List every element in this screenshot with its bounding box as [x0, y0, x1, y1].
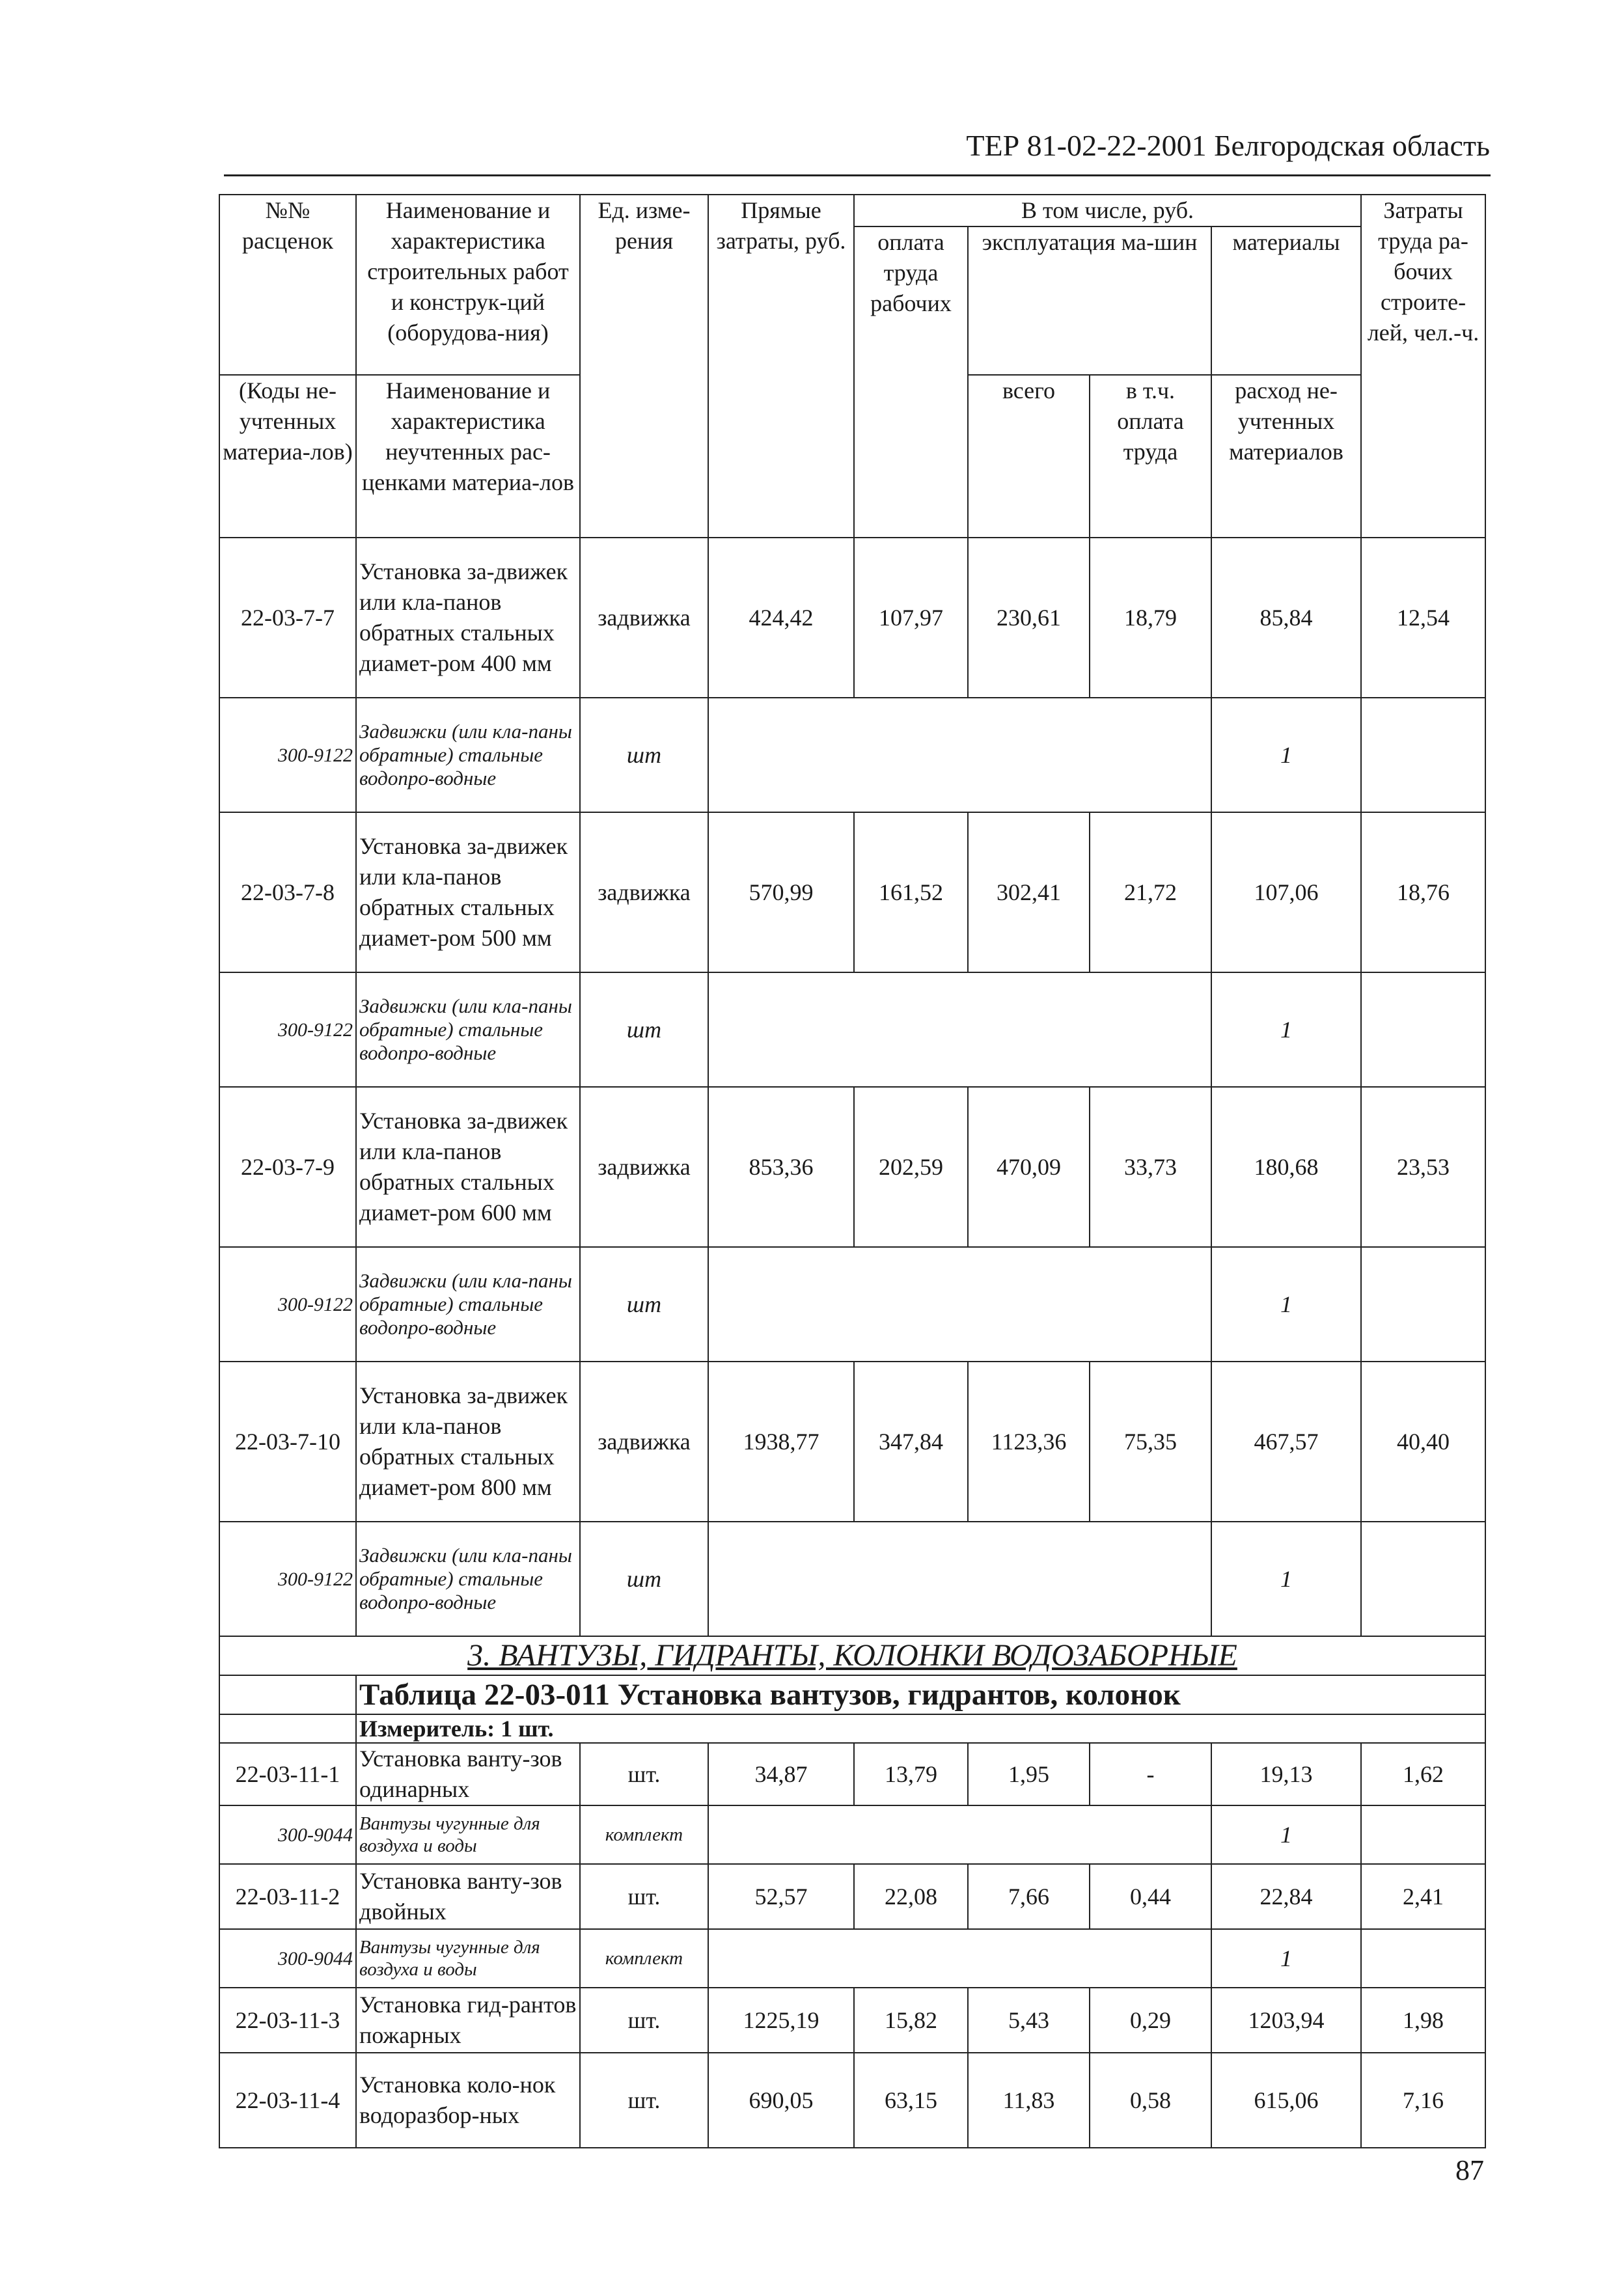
labor: 7,16	[1361, 2053, 1485, 2148]
section-row	[219, 1636, 1485, 1675]
material-row	[219, 972, 1485, 1087]
material-name: Вантузы чугунные для воздуха и воды	[356, 1929, 580, 1988]
material-empty-labor	[1361, 972, 1485, 1087]
header-materials: материалы	[1211, 226, 1361, 375]
material-empty	[708, 1929, 1211, 1988]
labor: 1,62	[1361, 1743, 1485, 1805]
page-number: 87	[1455, 2154, 1484, 2186]
machines-wages: 0,44	[1090, 1864, 1211, 1929]
direct-costs: 570,99	[708, 812, 854, 972]
table-row	[219, 538, 1485, 698]
material-empty	[708, 1247, 1211, 1362]
material-unit: шт	[580, 1247, 708, 1362]
wages: 13,79	[854, 1743, 968, 1805]
material-code: 300-9122	[219, 1522, 356, 1636]
work-name: Установка за-движек или кла-панов обратных стальных диамет-ром 400 мм	[356, 538, 580, 698]
material-empty-labor	[1361, 698, 1485, 812]
machines-wages: 0,58	[1090, 2053, 1211, 2148]
header-mat-usage: расход не-учтенных материалов	[1211, 375, 1361, 538]
unit: задвижка	[580, 812, 708, 972]
material-empty-labor	[1361, 1247, 1485, 1362]
material-row	[219, 1247, 1485, 1362]
measure-row	[219, 1714, 1485, 1743]
material-row	[219, 698, 1485, 812]
work-name: Установка ванту-зов двойных	[356, 1864, 580, 1929]
material-code: 300-9122	[219, 1247, 356, 1362]
work-name: Установка за-движек или кла-панов обратных стальных диамет-ром 500 мм	[356, 812, 580, 972]
header-code-2: (Коды не-учтенных материа-лов)	[219, 375, 356, 538]
work-name: Установка за-движек или кла-панов обратных стальных диамет-ром 800 мм	[356, 1362, 580, 1522]
work-name: Установка ванту-зов одинарных	[356, 1743, 580, 1805]
material-name: Задвижки (или кла-паны обратные) стальные водопро-водные	[356, 1247, 580, 1362]
unit: шт.	[580, 1743, 708, 1805]
materials: 180,68	[1211, 1087, 1361, 1247]
direct-costs: 52,57	[708, 1864, 854, 1929]
material-unit: шт	[580, 972, 708, 1087]
wages: 347,84	[854, 1362, 968, 1522]
price-table	[219, 194, 1486, 2148]
work-name: Установка гид-рантов пожарных	[356, 1988, 580, 2053]
material-qty: 1	[1211, 698, 1361, 812]
material-name: Задвижки (или кла-паны обратные) стальные водопро-водные	[356, 698, 580, 812]
header-wages: оплата труда рабочих	[854, 226, 968, 538]
unit: задвижка	[580, 538, 708, 698]
material-name: Задвижки (или кла-паны обратные) стальные водопро-водные	[356, 1522, 580, 1636]
header-unit: Ед. изме-рения	[580, 195, 708, 538]
material-unit: шт	[580, 698, 708, 812]
machines-total: 302,41	[968, 812, 1090, 972]
rate-code: 22-03-11-4	[219, 2053, 356, 2148]
materials: 615,06	[1211, 2053, 1361, 2148]
header-name: Наименование и характеристика строительных работ и конструк-ций (оборудова-ния)	[356, 195, 580, 375]
material-row	[219, 1522, 1485, 1636]
materials: 1203,94	[1211, 1988, 1361, 2053]
labor: 40,40	[1361, 1362, 1485, 1522]
direct-costs: 34,87	[708, 1743, 854, 1805]
material-name: Задвижки (или кла-паны обратные) стальные водопро-водные	[356, 972, 580, 1087]
table-title-spacer	[219, 1675, 356, 1714]
material-code: 300-9122	[219, 698, 356, 812]
materials: 467,57	[1211, 1362, 1361, 1522]
material-qty: 1	[1211, 1929, 1361, 1988]
machines-total: 7,66	[968, 1864, 1090, 1929]
measure: Измеритель: 1 шт.	[356, 1714, 1485, 1743]
table-row	[219, 1988, 1485, 2053]
labor: 1,98	[1361, 1988, 1485, 2053]
table-row	[219, 1087, 1485, 1247]
unit: задвижка	[580, 1362, 708, 1522]
table-row	[219, 1362, 1485, 1522]
unit: шт.	[580, 1988, 708, 2053]
table-row	[219, 2053, 1485, 2148]
material-code: 300-9122	[219, 972, 356, 1087]
materials: 85,84	[1211, 538, 1361, 698]
header-mach-total: всего	[968, 375, 1090, 538]
material-empty-labor	[1361, 1522, 1485, 1636]
material-empty	[708, 972, 1211, 1087]
machines-total: 1,95	[968, 1743, 1090, 1805]
rate-code: 22-03-7-8	[219, 812, 356, 972]
work-name: Установка за-движек или кла-панов обратных стальных диамет-ром 600 мм	[356, 1087, 580, 1247]
document-header: ТЕР 81-02-22-2001 Белгородская область	[966, 129, 1490, 162]
unit: задвижка	[580, 1087, 708, 1247]
machines-total: 470,09	[968, 1087, 1090, 1247]
direct-costs: 424,42	[708, 538, 854, 698]
header-name-2: Наименование и характеристика неучтенных рас-ценками материа-лов	[356, 375, 580, 538]
wages: 107,97	[854, 538, 968, 698]
wages: 161,52	[854, 812, 968, 972]
header-row-1	[219, 195, 1485, 226]
header-machines: эксплуатация ма-шин	[968, 226, 1211, 375]
material-name: Вантузы чугунные для воздуха и воды	[356, 1805, 580, 1864]
section-title: 3. ВАНТУЗЫ, ГИДРАНТЫ, КОЛОНКИ ВОДОЗАБОРНЫЕ	[219, 1636, 1485, 1675]
rate-code: 22-03-11-2	[219, 1864, 356, 1929]
material-unit: шт	[580, 1522, 708, 1636]
material-code: 300-9044	[219, 1805, 356, 1864]
labor: 2,41	[1361, 1864, 1485, 1929]
header-labor: Затраты труда ра-бочих строите-лей, чел.-ч.	[1361, 195, 1485, 538]
material-qty: 1	[1211, 1522, 1361, 1636]
material-qty: 1	[1211, 972, 1361, 1087]
rate-code: 22-03-7-9	[219, 1087, 356, 1247]
material-unit: комплект	[580, 1805, 708, 1864]
table-title-row	[219, 1675, 1485, 1714]
direct-costs: 1225,19	[708, 1988, 854, 2053]
labor: 18,76	[1361, 812, 1485, 972]
unit: шт.	[580, 1864, 708, 1929]
table-row	[219, 812, 1485, 972]
material-empty-labor	[1361, 1929, 1485, 1988]
material-unit: комплект	[580, 1929, 708, 1988]
machines-wages: 18,79	[1090, 538, 1211, 698]
header-including: В том числе, руб.	[854, 195, 1361, 226]
machines-total: 5,43	[968, 1988, 1090, 2053]
material-row	[219, 1805, 1485, 1864]
wages: 63,15	[854, 2053, 968, 2148]
material-empty	[708, 698, 1211, 812]
material-qty: 1	[1211, 1805, 1361, 1864]
machines-wages: 0,29	[1090, 1988, 1211, 2053]
material-empty	[708, 1522, 1211, 1636]
unit: шт.	[580, 2053, 708, 2148]
machines-total: 230,61	[968, 538, 1090, 698]
header-code: №№ расценок	[219, 195, 356, 375]
material-row	[219, 1929, 1485, 1988]
labor: 23,53	[1361, 1087, 1485, 1247]
machines-total: 1123,36	[968, 1362, 1090, 1522]
material-code: 300-9044	[219, 1929, 356, 1988]
machines-total: 11,83	[968, 2053, 1090, 2148]
machines-wages: 33,73	[1090, 1087, 1211, 1247]
table-row	[219, 1864, 1485, 1929]
header-direct-costs: Прямые затраты, руб.	[708, 195, 854, 538]
rate-code: 22-03-7-7	[219, 538, 356, 698]
header-mach-wages: в т.ч. оплата труда	[1090, 375, 1211, 538]
materials: 107,06	[1211, 812, 1361, 972]
wages: 22,08	[854, 1864, 968, 1929]
materials: 19,13	[1211, 1743, 1361, 1805]
machines-wages: -	[1090, 1743, 1211, 1805]
rate-code: 22-03-11-3	[219, 1988, 356, 2053]
material-empty	[708, 1805, 1211, 1864]
table-row	[219, 1743, 1485, 1805]
machines-wages: 21,72	[1090, 812, 1211, 972]
direct-costs: 690,05	[708, 2053, 854, 2148]
material-qty: 1	[1211, 1247, 1361, 1362]
material-empty-labor	[1361, 1805, 1485, 1864]
rate-code: 22-03-7-10	[219, 1362, 356, 1522]
labor: 12,54	[1361, 538, 1485, 698]
materials: 22,84	[1211, 1864, 1361, 1929]
header-rule	[224, 174, 1491, 176]
wages: 202,59	[854, 1087, 968, 1247]
table-title: Таблица 22-03-011 Установка вантузов, гидрантов, колонок	[356, 1675, 1485, 1714]
wages: 15,82	[854, 1988, 968, 2053]
measure-spacer	[219, 1714, 356, 1743]
direct-costs: 853,36	[708, 1087, 854, 1247]
work-name: Установка коло-нок водоразбор-ных	[356, 2053, 580, 2148]
machines-wages: 75,35	[1090, 1362, 1211, 1522]
direct-costs: 1938,77	[708, 1362, 854, 1522]
rate-code: 22-03-11-1	[219, 1743, 356, 1805]
